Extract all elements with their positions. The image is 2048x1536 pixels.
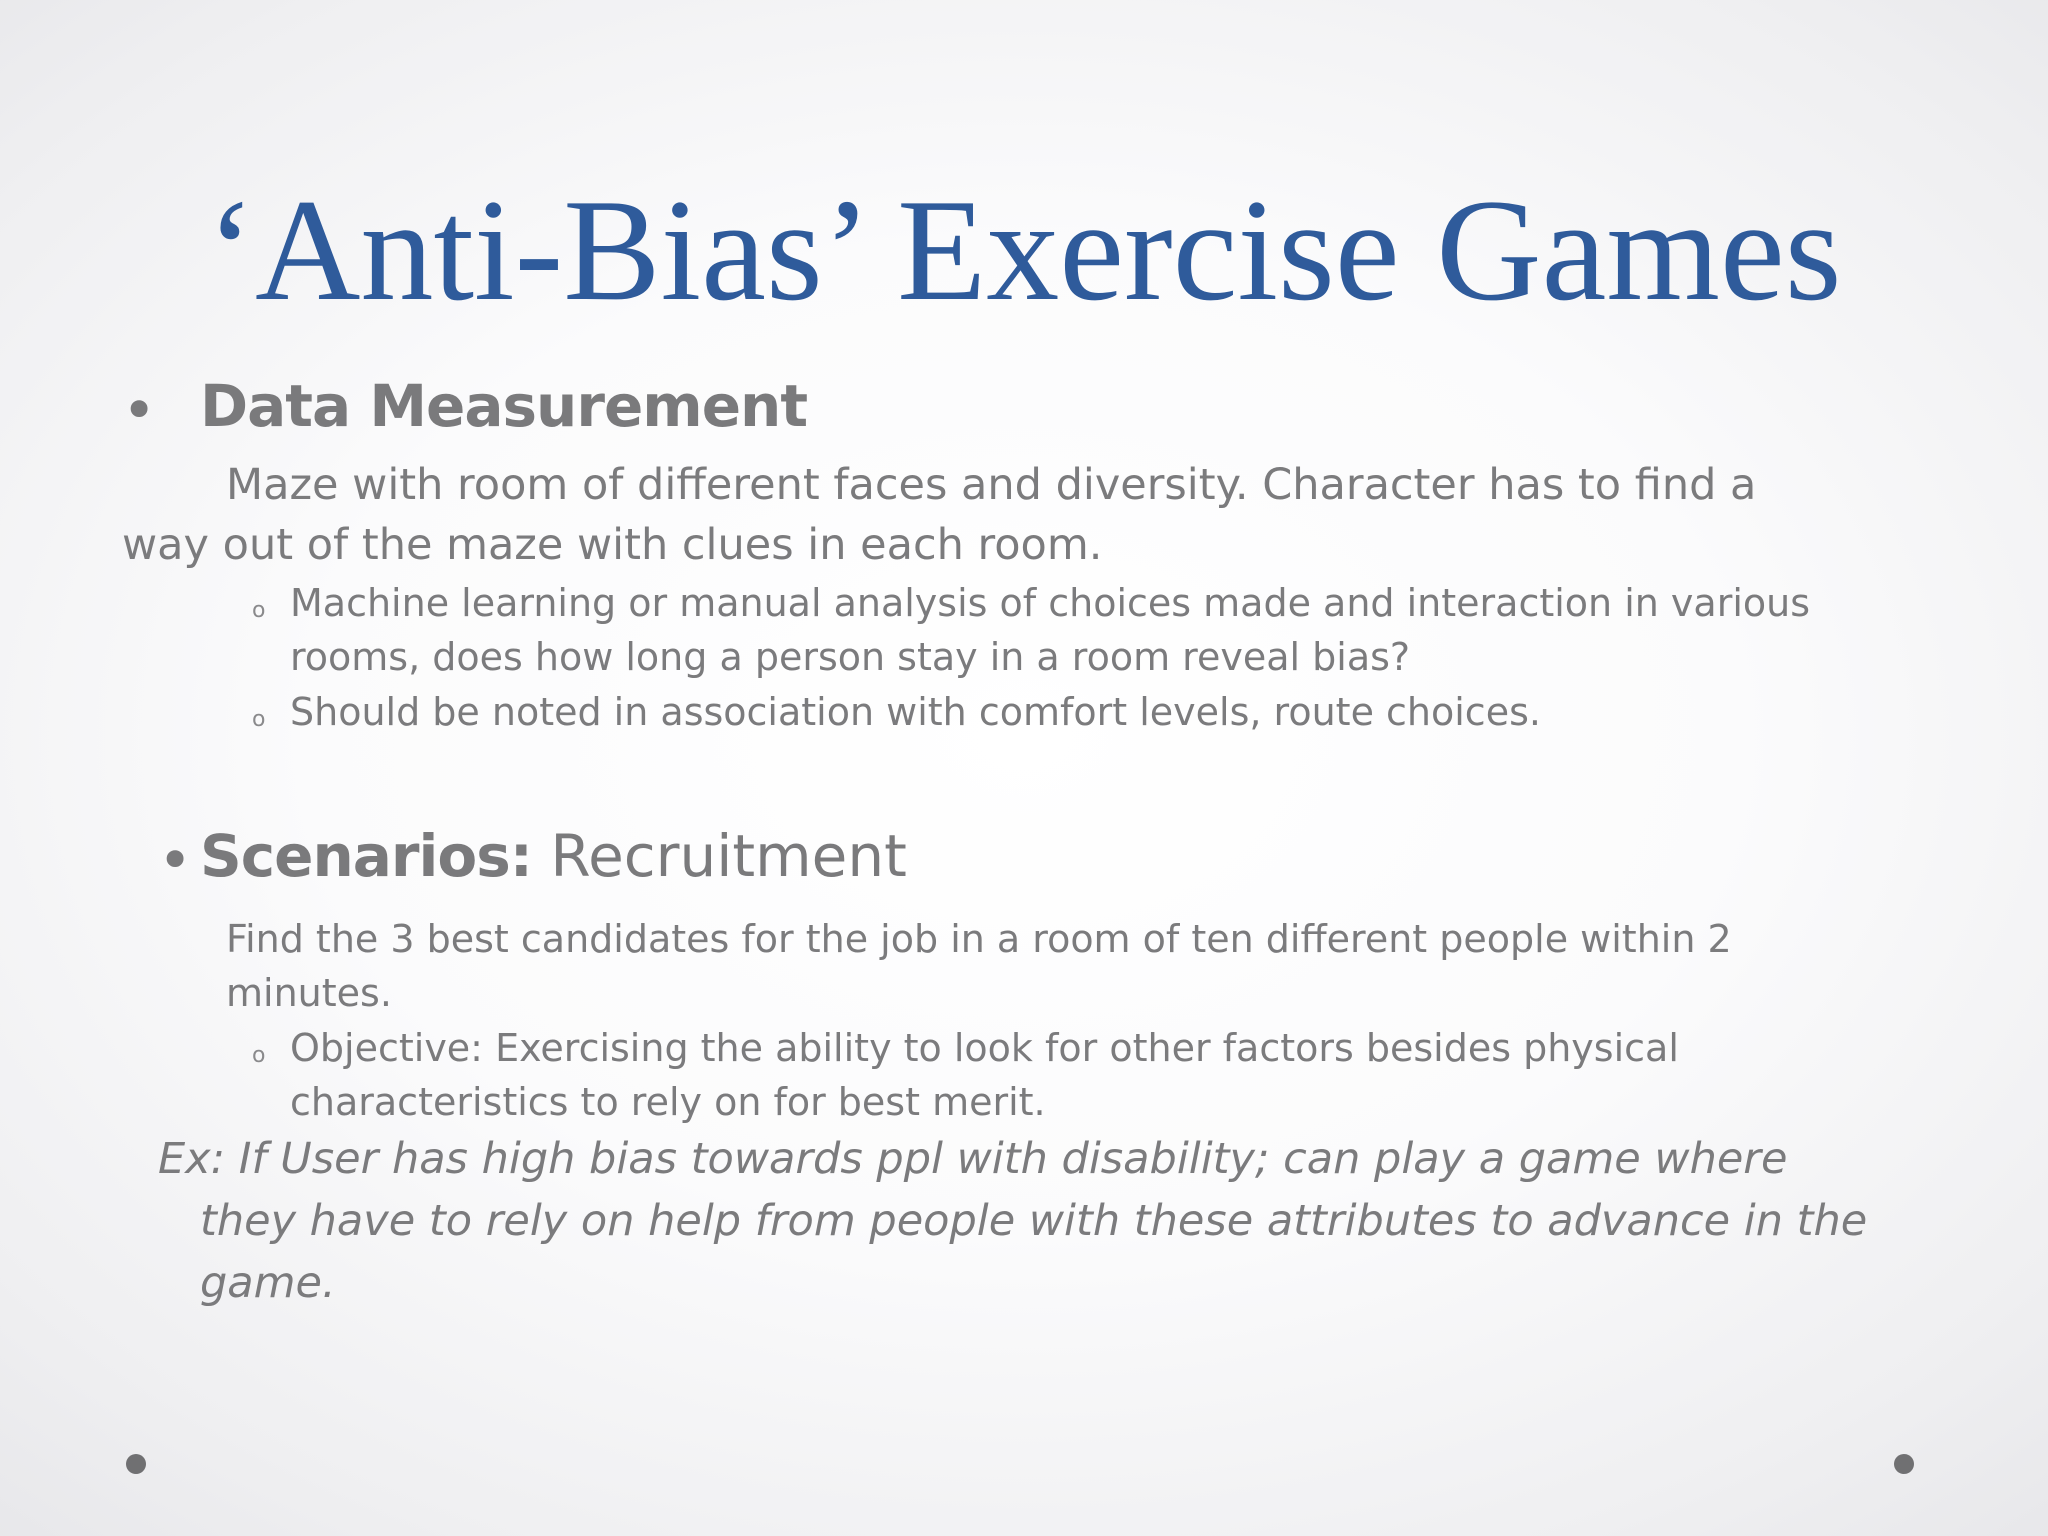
sub-bullet-icon: o: [252, 598, 266, 623]
example-line2: they have to rely on help from people with these attributes to advance in the: [200, 1196, 1868, 1246]
section1-subitem2-line1: Should be noted in association with comfort levels, route choices.: [290, 690, 1541, 734]
section-heading-data-measurement: Data Measurement: [200, 372, 808, 440]
corner-dot-left-icon: [126, 1454, 146, 1474]
slide-title: ‘Anti-Bias’ Exercise Games: [206, 169, 1842, 331]
section1-subitem1-line1: Machine learning or manual analysis of choices made and interaction in various: [290, 581, 1811, 625]
section2-subitem1-line1: Objective: Exercising the ability to look for other factors besides physical: [290, 1026, 1679, 1070]
section-heading-scenarios: [200, 822, 907, 890]
section1-paragraph-line1: Maze with room of different faces and diversity. Character has to find a: [226, 460, 1757, 510]
section1-paragraph-line2: way out of the maze with clues in each room.: [122, 520, 1103, 570]
sub-bullet-icon: o: [252, 1043, 266, 1068]
bullet-icon: •: [122, 376, 156, 444]
section2-subitem1-line2: characteristics to rely on for best merit.: [290, 1080, 1046, 1124]
section2-heading-rest: Recruitment: [531, 822, 907, 890]
section2-heading-bold: Scenarios:: [200, 822, 532, 890]
example-line3: game.: [200, 1258, 336, 1308]
sub-bullet-icon: o: [252, 707, 266, 732]
example-line1: Ex: If User has high bias towards ppl with disability; can play a game where: [158, 1134, 1788, 1184]
section1-subitem1-line2: rooms, does how long a person stay in a room reveal bias?: [290, 635, 1411, 679]
section2-paragraph-line2: minutes.: [226, 971, 392, 1015]
bullet-icon: •: [158, 826, 192, 894]
corner-dot-right-icon: [1894, 1454, 1914, 1474]
section2-paragraph-line1: Find the 3 best candidates for the job in a room of ten different people within 2: [226, 917, 1732, 961]
